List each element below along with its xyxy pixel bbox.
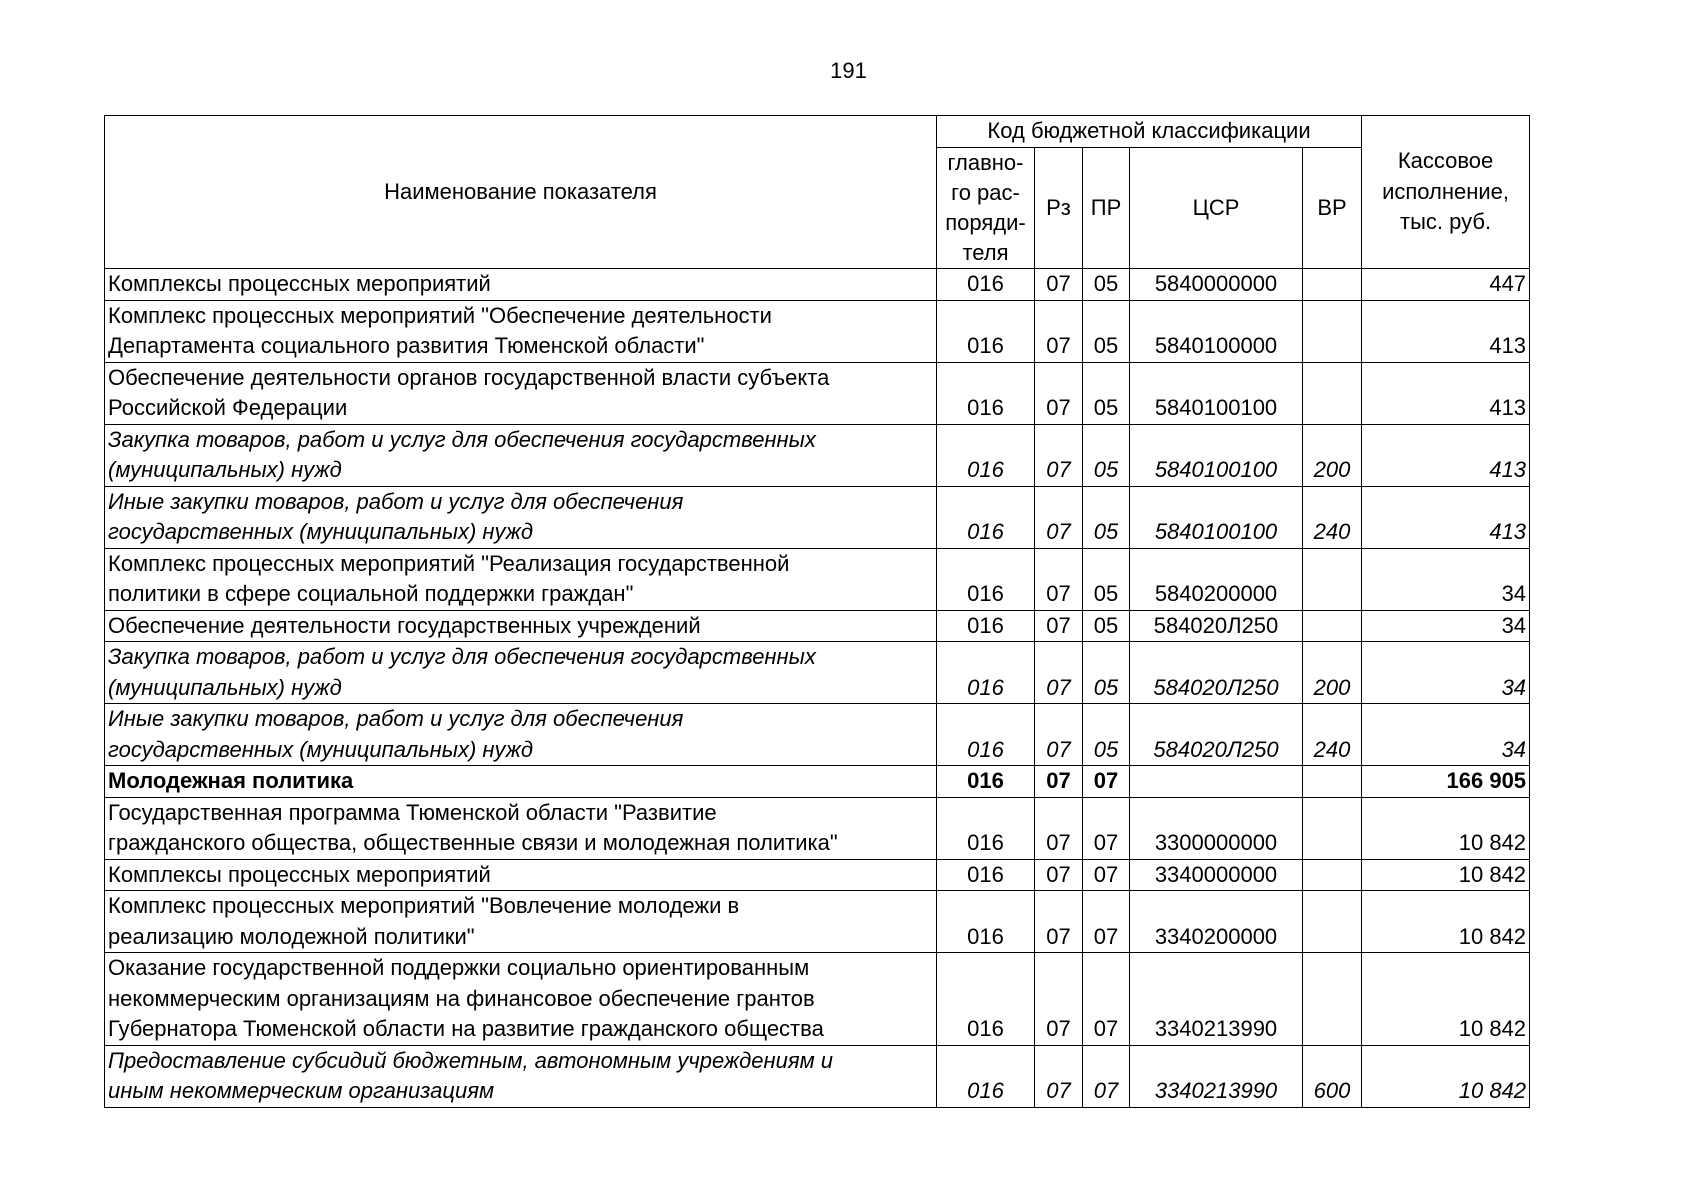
cell-name-line: Обеспечение деятельности государственных учреждений: [108, 612, 701, 638]
header-amount-line: Кассовое: [1397, 148, 1494, 174]
cell-vr: 200: [1303, 642, 1362, 704]
cell-amount: 413: [1362, 362, 1530, 424]
cell-vr: 200: [1303, 424, 1362, 486]
cell-rz: 07: [1035, 704, 1083, 766]
table-row: [105, 766, 1530, 798]
cell-pr: 05: [1083, 424, 1130, 486]
cell-rz: 07: [1035, 1045, 1083, 1107]
cell-amount: 34: [1362, 548, 1530, 610]
cell-csr: 5840100000: [1130, 300, 1303, 362]
table-row: [105, 1045, 1530, 1107]
cell-name: [105, 424, 937, 486]
table-row: [105, 610, 1530, 642]
cell-rz: 07: [1035, 766, 1083, 798]
cell-amount: 413: [1362, 486, 1530, 548]
cell-glavny: 016: [937, 859, 1035, 891]
cell-name: [105, 486, 937, 548]
cell-name: [105, 300, 937, 362]
header-code-group: Код бюджетной классификации: [937, 116, 1362, 148]
cell-name: [105, 362, 937, 424]
cell-rz: 07: [1035, 953, 1083, 1046]
header-amount-line: тыс. руб.: [1400, 209, 1492, 235]
cell-csr: 5840100100: [1130, 486, 1303, 548]
table-header: [105, 116, 1530, 269]
cell-vr: [1303, 859, 1362, 891]
cell-rz: 07: [1035, 859, 1083, 891]
cell-name-line: Комплексы процессных мероприятий: [108, 861, 491, 887]
cell-name-line: Обеспечение деятельности органов государственной власти субъекта: [108, 364, 830, 390]
cell-vr: 600: [1303, 1045, 1362, 1107]
header-vr: ВР: [1303, 148, 1362, 269]
cell-name-line: Предоставление субсидий бюджетным, автономным учреждениям и: [108, 1047, 834, 1073]
cell-amount: 447: [1362, 269, 1530, 301]
cell-amount: 10 842: [1362, 891, 1530, 953]
header-amount-line: исполнение,: [1382, 178, 1510, 204]
cell-name-line: политики в сфере социальной поддержки граждан": [108, 581, 634, 606]
budget-table: [104, 115, 1530, 1108]
cell-name: [105, 1045, 937, 1107]
cell-name-line: Российской Федерации: [108, 395, 348, 420]
cell-glavny: 016: [937, 704, 1035, 766]
cell-name: [105, 859, 937, 891]
cell-name-line: государственных (муниципальных) нужд: [108, 519, 534, 544]
cell-amount: 34: [1362, 642, 1530, 704]
cell-pr: 07: [1083, 859, 1130, 891]
table-row: [105, 953, 1530, 1046]
header-glavny-line: го рас-: [951, 180, 1020, 205]
cell-csr: 5840100100: [1130, 362, 1303, 424]
cell-glavny: 016: [937, 766, 1035, 798]
cell-rz: 07: [1035, 300, 1083, 362]
header-name: Наименование показателя: [105, 116, 937, 269]
table-row: [105, 548, 1530, 610]
cell-vr: [1303, 269, 1362, 301]
cell-pr: 05: [1083, 704, 1130, 766]
cell-name: [105, 548, 937, 610]
cell-name: [105, 642, 937, 704]
cell-glavny: 016: [937, 362, 1035, 424]
table-row: [105, 704, 1530, 766]
cell-name-line: Комплекс процессных мероприятий "Вовлечение молодежи в: [108, 893, 740, 918]
cell-amount: 413: [1362, 300, 1530, 362]
cell-pr: 05: [1083, 362, 1130, 424]
cell-csr: 5840000000: [1130, 269, 1303, 301]
cell-csr: 5840100100: [1130, 424, 1303, 486]
cell-amount: 10 842: [1362, 859, 1530, 891]
cell-pr: 07: [1083, 953, 1130, 1046]
cell-vr: 240: [1303, 486, 1362, 548]
cell-rz: 07: [1035, 610, 1083, 642]
cell-name-line: (муниципальных) нужд: [108, 457, 342, 482]
cell-glavny: 016: [937, 797, 1035, 859]
cell-csr: [1130, 766, 1303, 798]
cell-csr: 3340000000: [1130, 859, 1303, 891]
table-row: [105, 269, 1530, 301]
header-glavny-line: теля: [962, 240, 1009, 265]
cell-amount: 34: [1362, 610, 1530, 642]
cell-name: [105, 704, 937, 766]
cell-name-line: Департамента социального развития Тюменской области": [108, 333, 705, 358]
cell-csr: 5840200000: [1130, 548, 1303, 610]
cell-glavny: 016: [937, 269, 1035, 301]
cell-name-line: Оказание государственной поддержки социально ориентированным: [108, 955, 810, 980]
page-number: 191: [830, 58, 867, 83]
cell-csr: 3340213990: [1130, 953, 1303, 1046]
cell-csr: 584020Л250: [1130, 642, 1303, 704]
cell-pr: 05: [1083, 486, 1130, 548]
cell-name-line: иным некоммерческим организациям: [108, 1078, 495, 1103]
cell-rz: 07: [1035, 362, 1083, 424]
cell-glavny: 016: [937, 486, 1035, 548]
cell-pr: 05: [1083, 642, 1130, 704]
table-row: [105, 486, 1530, 548]
cell-name: [105, 766, 937, 798]
cell-name-line: реализацию молодежной политики": [108, 923, 475, 949]
cell-name: [105, 953, 937, 1046]
cell-csr: 3340213990: [1130, 1045, 1303, 1107]
cell-csr: 3340200000: [1130, 891, 1303, 953]
cell-name-line: (муниципальных) нужд: [108, 674, 342, 700]
cell-name-line: Государственная программа Тюменской области "Развитие: [108, 799, 717, 825]
cell-rz: 07: [1035, 548, 1083, 610]
cell-pr: 07: [1083, 766, 1130, 798]
header-glavny-line: поряди-: [945, 210, 1026, 235]
cell-pr: 05: [1083, 548, 1130, 610]
cell-name-line: Закупка товаров, работ и услуг для обеспечения государственных: [108, 644, 816, 669]
cell-amount: 34: [1362, 704, 1530, 766]
cell-vr: [1303, 797, 1362, 859]
cell-name-line: Губернатора Тюменской области на развитие гражданского общества: [108, 1016, 824, 1041]
header-rz: Рз: [1035, 148, 1083, 269]
table-row: [105, 797, 1530, 859]
cell-name-line: Закупка товаров, работ и услуг для обеспечения государственных: [108, 426, 816, 452]
cell-name: [105, 269, 937, 301]
cell-vr: [1303, 953, 1362, 1046]
cell-rz: 07: [1035, 486, 1083, 548]
cell-name-line: Комплекс процессных мероприятий "Реализация государственной: [108, 550, 790, 576]
cell-name-line: государственных (муниципальных) нужд: [108, 736, 534, 762]
cell-name-line: Иные закупки товаров, работ и услуг для обеспечения: [108, 706, 684, 731]
cell-glavny: 016: [937, 953, 1035, 1046]
cell-name-line: гражданского общества, общественные связи и молодежная политика": [108, 830, 838, 855]
cell-amount: 10 842: [1362, 797, 1530, 859]
cell-rz: 07: [1035, 891, 1083, 953]
cell-pr: 05: [1083, 300, 1130, 362]
cell-amount: 413: [1362, 424, 1530, 486]
cell-glavny: 016: [937, 642, 1035, 704]
cell-name-line: Комплекс процессных мероприятий "Обеспечение деятельности: [108, 302, 772, 328]
table-body: [105, 269, 1530, 1108]
cell-glavny: 016: [937, 424, 1035, 486]
table-row: [105, 300, 1530, 362]
cell-glavny: 016: [937, 548, 1035, 610]
header-pr: ПР: [1083, 148, 1130, 269]
cell-vr: [1303, 891, 1362, 953]
cell-glavny: 016: [937, 1045, 1035, 1107]
cell-csr: 584020Л250: [1130, 610, 1303, 642]
cell-pr: 07: [1083, 1045, 1130, 1107]
cell-amount: 166 905: [1362, 766, 1530, 798]
cell-name-line: Молодежная политика: [108, 768, 354, 793]
cell-glavny: 016: [937, 300, 1035, 362]
cell-name: [105, 610, 937, 642]
table-row: [105, 362, 1530, 424]
cell-pr: 07: [1083, 797, 1130, 859]
cell-amount: 10 842: [1362, 1045, 1530, 1107]
table-row: [105, 424, 1530, 486]
cell-pr: 05: [1083, 269, 1130, 301]
table-row: [105, 642, 1530, 704]
cell-vr: [1303, 362, 1362, 424]
cell-rz: 07: [1035, 269, 1083, 301]
cell-vr: [1303, 300, 1362, 362]
table-row: [105, 859, 1530, 891]
cell-glavny: 016: [937, 891, 1035, 953]
table-row: [105, 891, 1530, 953]
cell-name-line: Комплексы процессных мероприятий: [108, 271, 491, 296]
header-csr: ЦСР: [1130, 148, 1303, 269]
cell-vr: [1303, 610, 1362, 642]
cell-vr: [1303, 548, 1362, 610]
cell-name-line: некоммерческим организациям на финансовое обеспечение грантов: [108, 985, 815, 1011]
header-glavny-line: главно-: [947, 150, 1024, 175]
cell-rz: 07: [1035, 642, 1083, 704]
cell-amount: 10 842: [1362, 953, 1530, 1046]
cell-name: [105, 891, 937, 953]
cell-name: [105, 797, 937, 859]
header-glavny: [937, 148, 1035, 269]
cell-vr: 240: [1303, 704, 1362, 766]
cell-csr: 3300000000: [1130, 797, 1303, 859]
cell-rz: 07: [1035, 424, 1083, 486]
cell-name-line: Иные закупки товаров, работ и услуг для обеспечения: [108, 488, 684, 514]
cell-glavny: 016: [937, 610, 1035, 642]
cell-csr: 584020Л250: [1130, 704, 1303, 766]
cell-rz: 07: [1035, 797, 1083, 859]
cell-pr: 05: [1083, 610, 1130, 642]
header-amount: [1362, 116, 1530, 269]
cell-pr: 07: [1083, 891, 1130, 953]
cell-vr: [1303, 766, 1362, 798]
